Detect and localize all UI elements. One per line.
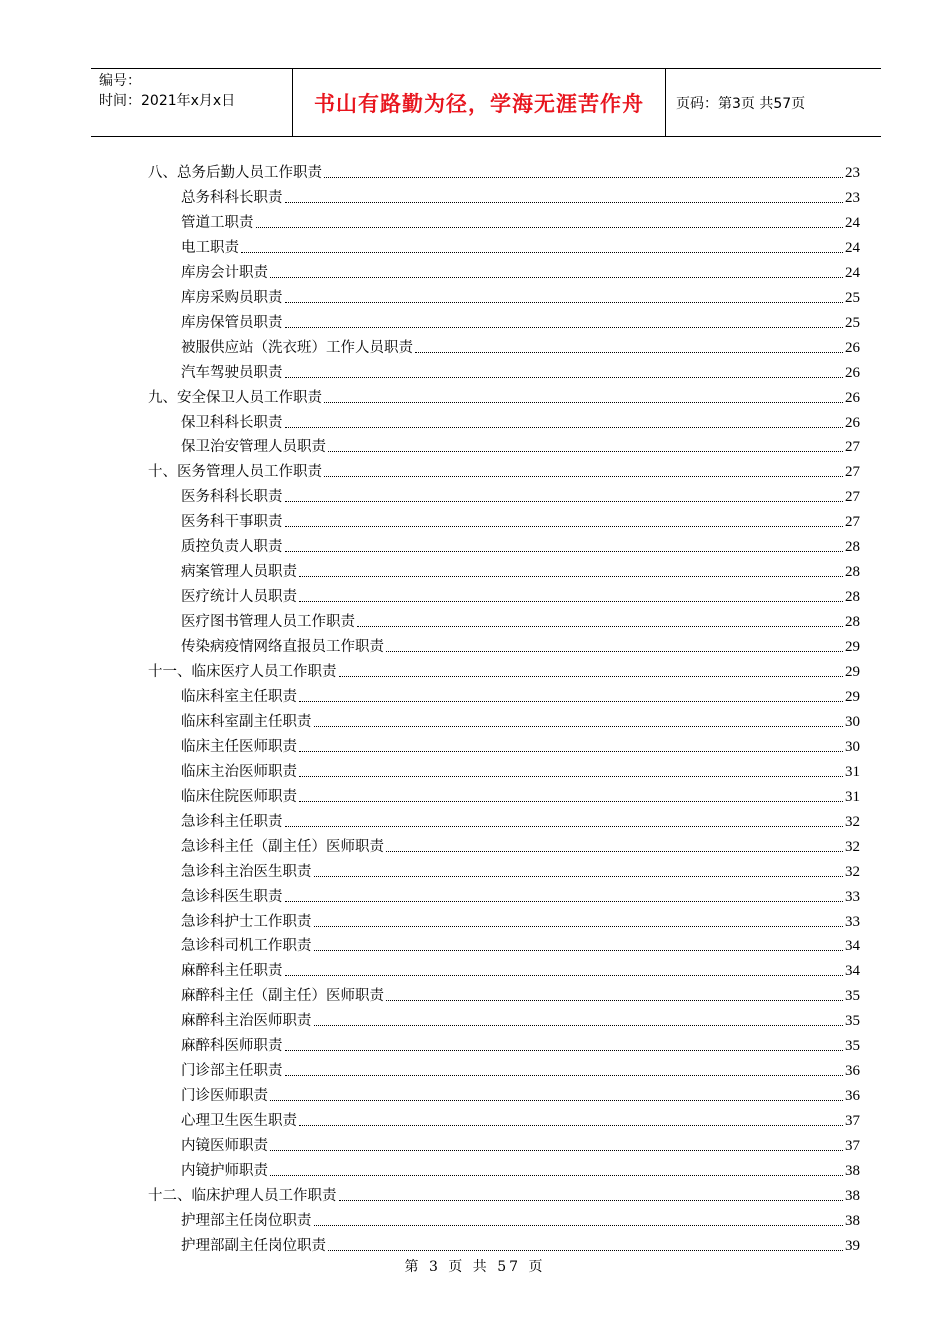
toc-dot-leader xyxy=(299,600,843,602)
toc-entry[interactable] xyxy=(181,808,860,832)
toc-entry-page: 26 xyxy=(845,414,860,431)
toc-dot-leader xyxy=(285,1074,844,1076)
toc-section-entry[interactable] xyxy=(148,658,860,682)
toc-dot-leader xyxy=(285,1049,844,1051)
toc-entry[interactable] xyxy=(181,858,860,882)
toc-entry-title: 质控负责人职责 xyxy=(181,539,283,556)
toc-entry-title: 库房采购员职责 xyxy=(181,289,283,306)
toc-entry-page: 30 xyxy=(845,738,860,755)
toc-dot-leader xyxy=(270,1099,843,1101)
toc-entry-page: 27 xyxy=(845,514,860,531)
toc-dot-leader xyxy=(285,900,844,902)
header-time-label: 时间：2021年x月x日 xyxy=(99,93,236,109)
toc-entry-title: 十二、临床护理人员工作职责 xyxy=(148,1187,337,1204)
toc-entry-title: 内镜医师职责 xyxy=(181,1138,268,1155)
toc-entry[interactable] xyxy=(181,957,860,981)
toc-entry-title: 急诊科护士工作职责 xyxy=(181,913,312,930)
toc-entry-page: 35 xyxy=(845,1038,860,1055)
toc-entry[interactable] xyxy=(181,758,860,782)
toc-entry-page: 28 xyxy=(845,564,860,581)
header-page-info: 页码：第3页 共57页 xyxy=(676,95,806,112)
toc-dot-leader xyxy=(386,999,843,1001)
toc-dot-leader xyxy=(285,426,844,428)
toc-dot-leader xyxy=(324,475,843,477)
toc-dot-leader xyxy=(299,700,843,702)
toc-entry[interactable] xyxy=(181,733,860,757)
toc-entry[interactable] xyxy=(181,359,860,383)
toc-entry-page: 29 xyxy=(845,639,860,656)
toc-entry-title: 库房会计职责 xyxy=(181,264,268,281)
toc-dot-leader xyxy=(241,251,843,253)
toc-entry-title: 医疗图书管理人员工作职责 xyxy=(181,614,355,631)
toc-entry-title: 保卫科科长职责 xyxy=(181,414,283,431)
toc-entry-page: 34 xyxy=(845,938,860,955)
toc-entry-page: 34 xyxy=(845,963,860,980)
toc-dot-leader xyxy=(285,326,844,328)
toc-entry-page: 31 xyxy=(845,788,860,805)
toc-entry[interactable] xyxy=(181,1032,860,1056)
toc-dot-leader xyxy=(299,1124,843,1126)
toc-entry[interactable] xyxy=(181,982,860,1006)
toc-dot-leader xyxy=(299,800,843,802)
toc-entry-title: 库房保管员职责 xyxy=(181,314,283,331)
toc-entry[interactable] xyxy=(181,1132,860,1156)
toc-entry-page: 38 xyxy=(845,1163,860,1179)
toc-entry-page: 26 xyxy=(845,339,860,356)
toc-entry-title: 病案管理人员职责 xyxy=(181,564,297,581)
toc-entry-title: 总务科科长职责 xyxy=(181,189,283,206)
toc-entry[interactable] xyxy=(181,409,860,433)
toc-entry-page: 39 xyxy=(845,1237,860,1254)
toc-entry-title: 临床主治医师职责 xyxy=(181,763,297,780)
toc-entry[interactable] xyxy=(181,433,860,457)
toc-entry[interactable] xyxy=(181,483,860,507)
toc-entry-title: 临床住院医师职责 xyxy=(181,788,297,805)
toc-entry-page: 36 xyxy=(845,1063,860,1080)
toc-dot-leader xyxy=(285,201,844,203)
toc-entry-page: 38 xyxy=(845,1212,860,1229)
toc-entry-page: 24 xyxy=(845,214,860,231)
toc-entry-page: 26 xyxy=(845,389,860,406)
toc-entry-title: 急诊科司机工作职责 xyxy=(181,938,312,955)
toc-entry[interactable] xyxy=(181,708,860,732)
toc-dot-leader xyxy=(285,500,844,502)
toc-dot-leader xyxy=(314,925,844,927)
toc-entry-page: 35 xyxy=(845,988,860,1005)
page-header xyxy=(91,68,881,137)
toc-entry-title: 急诊科主任职责 xyxy=(181,813,283,830)
toc-dot-leader xyxy=(314,949,844,951)
toc-entry[interactable] xyxy=(181,184,860,208)
toc-dot-leader xyxy=(285,974,844,976)
toc-entry-title: 医务科科长职责 xyxy=(181,489,283,506)
toc-entry-page: 33 xyxy=(845,888,860,905)
toc-dot-leader xyxy=(328,450,843,452)
toc-entry[interactable] xyxy=(181,1232,860,1256)
toc-entry[interactable] xyxy=(181,533,860,557)
toc-entry-page: 27 xyxy=(845,464,860,481)
toc-dot-leader xyxy=(285,825,844,827)
toc-entry-title: 内镜护师职责 xyxy=(181,1163,268,1179)
toc-entry-page: 31 xyxy=(845,763,860,780)
toc-entry-page: 32 xyxy=(845,813,860,830)
toc-entry[interactable] xyxy=(181,583,860,607)
toc-entry[interactable] xyxy=(181,309,860,333)
toc-entry-page: 27 xyxy=(845,489,860,506)
toc-entry[interactable] xyxy=(181,1007,860,1031)
toc-entry-page: 26 xyxy=(845,364,860,381)
toc-dot-leader xyxy=(285,525,844,527)
toc-section-entry[interactable] xyxy=(148,384,860,408)
toc-entry[interactable] xyxy=(181,209,860,233)
toc-entry[interactable] xyxy=(181,508,860,532)
toc-section-entry[interactable] xyxy=(148,458,860,482)
toc-dot-leader xyxy=(256,226,844,228)
toc-dot-leader xyxy=(299,775,843,777)
toc-dot-leader xyxy=(285,550,844,552)
toc-entry-title: 门诊医师职责 xyxy=(181,1088,268,1105)
toc-entry-page: 32 xyxy=(845,863,860,880)
toc-dot-leader xyxy=(299,750,843,752)
header-page-info-cell xyxy=(666,69,881,136)
toc-entry-title: 急诊科主任（副主任）医师职责 xyxy=(181,838,384,855)
page-footer: 第 3 页 共 57 页 xyxy=(404,1259,546,1275)
toc-entry[interactable] xyxy=(181,833,860,857)
toc-entry-page: 29 xyxy=(845,688,860,705)
toc-entry-title: 十一、临床医疗人员工作职责 xyxy=(148,664,337,680)
toc-entry-title: 急诊科主治医生职责 xyxy=(181,863,312,880)
toc-entry-title: 医疗统计人员职责 xyxy=(181,589,297,606)
toc-entry-title: 麻醉科主治医师职责 xyxy=(181,1013,312,1030)
toc-dot-leader xyxy=(270,276,843,278)
toc-dot-leader xyxy=(339,675,844,677)
toc-entry[interactable] xyxy=(181,908,860,932)
toc-entry-page: 24 xyxy=(845,264,860,281)
toc-entry-page: 23 xyxy=(845,189,860,206)
toc-dot-leader xyxy=(324,176,843,178)
toc-dot-leader xyxy=(415,351,843,353)
toc-dot-leader xyxy=(314,725,844,727)
toc-entry-title: 护理部主任岗位职责 xyxy=(181,1212,312,1229)
toc-dot-leader xyxy=(299,575,843,577)
toc-entry-page: 37 xyxy=(845,1138,860,1155)
toc-entry-title: 临床主任医师职责 xyxy=(181,738,297,755)
toc-entry-title: 被服供应站（洗衣班）工作人员职责 xyxy=(181,339,413,356)
toc-entry-title: 八、总务后勤人员工作职责 xyxy=(148,165,322,181)
toc-entry-title: 急诊科医生职责 xyxy=(181,888,283,905)
toc-entry-page: 35 xyxy=(845,1013,860,1030)
toc-dot-leader xyxy=(314,1024,844,1026)
toc-entry[interactable] xyxy=(181,783,860,807)
toc-entry-title: 心理卫生医生职责 xyxy=(181,1113,297,1130)
toc-entry[interactable] xyxy=(181,259,860,283)
header-number-label: 编号： xyxy=(99,73,141,89)
toc-entry-page: 29 xyxy=(845,664,860,680)
toc-entry[interactable] xyxy=(181,1157,860,1181)
toc-entry-title: 保卫治安管理人员职责 xyxy=(181,439,326,456)
toc-dot-leader xyxy=(386,850,843,852)
toc-entry-page: 37 xyxy=(845,1113,860,1130)
toc-entry[interactable] xyxy=(181,932,860,956)
toc-entry-title: 麻醉科医师职责 xyxy=(181,1038,283,1055)
toc-entry[interactable] xyxy=(181,883,860,907)
toc-entry[interactable] xyxy=(181,558,860,582)
toc-entry-page: 36 xyxy=(845,1088,860,1105)
toc-entry-page: 28 xyxy=(845,614,860,631)
toc-entry-title: 护理部副主任岗位职责 xyxy=(181,1237,326,1254)
toc-entry-page: 25 xyxy=(845,314,860,331)
toc-entry-page: 25 xyxy=(845,289,860,306)
toc-entry-title: 十、医务管理人员工作职责 xyxy=(148,464,322,481)
toc-entry-title: 管道工职责 xyxy=(181,214,254,231)
toc-entry[interactable] xyxy=(181,1082,860,1106)
toc-entry-page: 30 xyxy=(845,713,860,730)
toc-entry-page: 23 xyxy=(845,165,860,181)
toc-entry-page: 27 xyxy=(845,439,860,456)
toc-dot-leader xyxy=(328,1249,843,1251)
header-motto-cell xyxy=(293,69,666,136)
toc-entry-title: 临床科室副主任职责 xyxy=(181,713,312,730)
toc-section-entry[interactable] xyxy=(148,1182,860,1206)
toc-dot-leader xyxy=(386,650,843,652)
toc-entry-page: 24 xyxy=(845,239,860,256)
toc-entry-page: 33 xyxy=(845,913,860,930)
toc-entry[interactable] xyxy=(181,284,860,308)
toc-entry-title: 门诊部主任职责 xyxy=(181,1063,283,1080)
toc-entry[interactable] xyxy=(181,608,860,632)
toc-entry-title: 传染病疫情网络直报员工作职责 xyxy=(181,639,384,656)
toc-entry-page: 32 xyxy=(845,838,860,855)
toc-entry-title: 麻醉科主任职责 xyxy=(181,963,283,980)
toc-dot-leader xyxy=(270,1174,843,1176)
header-meta xyxy=(91,69,293,136)
toc-entry[interactable] xyxy=(181,1107,860,1131)
toc-entry[interactable] xyxy=(181,683,860,707)
toc-entry[interactable] xyxy=(181,1207,860,1231)
toc-dot-leader xyxy=(357,625,843,627)
header-motto: 书山有路勤为径，学海无涯苦作舟 xyxy=(314,90,644,116)
toc-entry-page: 28 xyxy=(845,539,860,556)
toc-entry-title: 麻醉科主任（副主任）医师职责 xyxy=(181,988,384,1005)
toc-entry-title: 汽车驾驶员职责 xyxy=(181,364,283,381)
toc-dot-leader xyxy=(339,1199,844,1201)
toc-dot-leader xyxy=(314,1224,844,1226)
toc-dot-leader xyxy=(285,376,844,378)
toc-section-entry[interactable] xyxy=(148,159,860,183)
toc-entry[interactable] xyxy=(181,334,860,358)
toc-dot-leader xyxy=(324,401,843,403)
toc-entry[interactable] xyxy=(181,234,860,258)
toc-entry-title: 临床科室主任职责 xyxy=(181,688,297,705)
toc-entry-title: 医务科干事职责 xyxy=(181,514,283,531)
toc-dot-leader xyxy=(285,301,844,303)
toc-entry-page: 38 xyxy=(845,1187,860,1204)
toc-entry[interactable] xyxy=(181,1057,860,1081)
toc-dot-leader xyxy=(314,875,844,877)
toc-entry-page: 28 xyxy=(845,589,860,606)
toc-dot-leader xyxy=(270,1149,843,1151)
toc-entry[interactable] xyxy=(181,633,860,657)
toc-entry-title: 电工职责 xyxy=(181,239,239,256)
toc-entry-title: 九、安全保卫人员工作职责 xyxy=(148,389,322,406)
